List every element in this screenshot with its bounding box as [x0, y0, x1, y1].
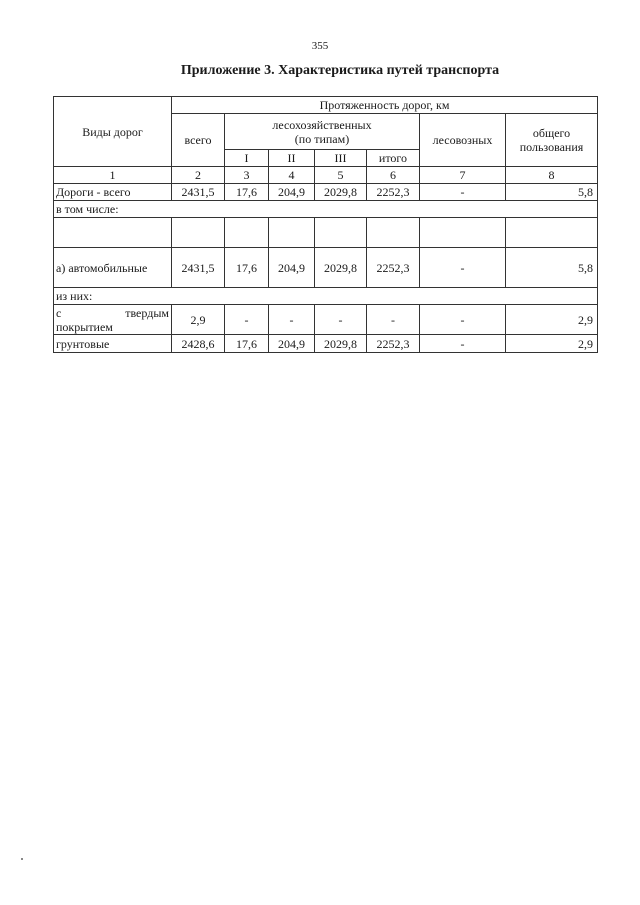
- column-number: 2: [172, 167, 225, 184]
- table-cell: -: [269, 305, 315, 335]
- header-row-1: [54, 97, 598, 114]
- table-row: [54, 184, 598, 201]
- row-label: грунтовые: [54, 335, 172, 353]
- row-label: Дороги - всего: [54, 184, 172, 201]
- table-cell: 2252,3: [367, 335, 420, 353]
- column-number: 5: [315, 167, 367, 184]
- row-label-part: покрытием: [56, 319, 113, 334]
- table-cell: -: [420, 305, 506, 335]
- header-type-1: I: [225, 150, 269, 167]
- header-public: общего пользования: [506, 114, 598, 167]
- table-cell: 204,9: [269, 248, 315, 288]
- column-number: 7: [420, 167, 506, 184]
- column-number: 8: [506, 167, 598, 184]
- table-cell: 204,9: [269, 184, 315, 201]
- table-cell: -: [420, 335, 506, 353]
- row-label: [54, 305, 172, 335]
- table-cell: 2,9: [506, 335, 598, 353]
- document-title: Приложение 3. Характеристика путей транспорта: [180, 63, 500, 78]
- table-cell: 204,9: [269, 335, 315, 353]
- table-cell: 5,8: [506, 248, 598, 288]
- table-cell: 2,9: [506, 305, 598, 335]
- table-cell: -: [225, 305, 269, 335]
- section-label-including: в том числе:: [54, 201, 598, 218]
- empty-row: [54, 218, 598, 248]
- table-cell: 2029,8: [315, 335, 367, 353]
- table-row: [54, 248, 598, 288]
- table-cell: 17,6: [225, 335, 269, 353]
- column-number: 6: [367, 167, 420, 184]
- section-row: [54, 201, 598, 218]
- table-cell: 2428,6: [172, 335, 225, 353]
- table-cell: 5,8: [506, 184, 598, 201]
- table-cell: -: [420, 184, 506, 201]
- table-cell: 2252,3: [367, 248, 420, 288]
- table-cell: 2029,8: [315, 248, 367, 288]
- road-characteristics-table: [53, 96, 598, 353]
- header-road-length: Протяженность дорог, км: [172, 97, 598, 114]
- header-forestry-label: лесохозяйственных: [272, 117, 372, 132]
- header-total: всего: [172, 114, 225, 167]
- table-cell: 2431,5: [172, 184, 225, 201]
- row-label-part: твердым: [125, 305, 169, 320]
- table-cell: -: [420, 248, 506, 288]
- header-type-3: III: [315, 150, 367, 167]
- row-label-part: с: [56, 305, 62, 320]
- header-road-types: Виды дорог: [54, 97, 172, 167]
- table-cell: -: [315, 305, 367, 335]
- section-label-of-them: из них:: [54, 288, 598, 305]
- section-row: [54, 288, 598, 305]
- page-number: 355: [311, 40, 329, 52]
- scan-dot: [21, 858, 23, 860]
- table-row: [54, 335, 598, 353]
- table-cell: 2431,5: [172, 248, 225, 288]
- column-number-row: [54, 167, 598, 184]
- column-number: 3: [225, 167, 269, 184]
- table-row: [54, 305, 598, 335]
- table-cell: -: [367, 305, 420, 335]
- table-cell: 2,9: [172, 305, 225, 335]
- header-forestry-sub: (по типам): [294, 131, 350, 146]
- table-cell: 17,6: [225, 248, 269, 288]
- table-cell: 2029,8: [315, 184, 367, 201]
- table-cell: 17,6: [225, 184, 269, 201]
- header-type-2: II: [269, 150, 315, 167]
- header-forestry: [225, 114, 420, 150]
- header-timber: лесовозных: [420, 114, 506, 167]
- header-sum: итого: [367, 150, 420, 167]
- row-label: а) автомобильные: [54, 248, 172, 288]
- table-cell: 2252,3: [367, 184, 420, 201]
- column-number: 4: [269, 167, 315, 184]
- column-number: 1: [54, 167, 172, 184]
